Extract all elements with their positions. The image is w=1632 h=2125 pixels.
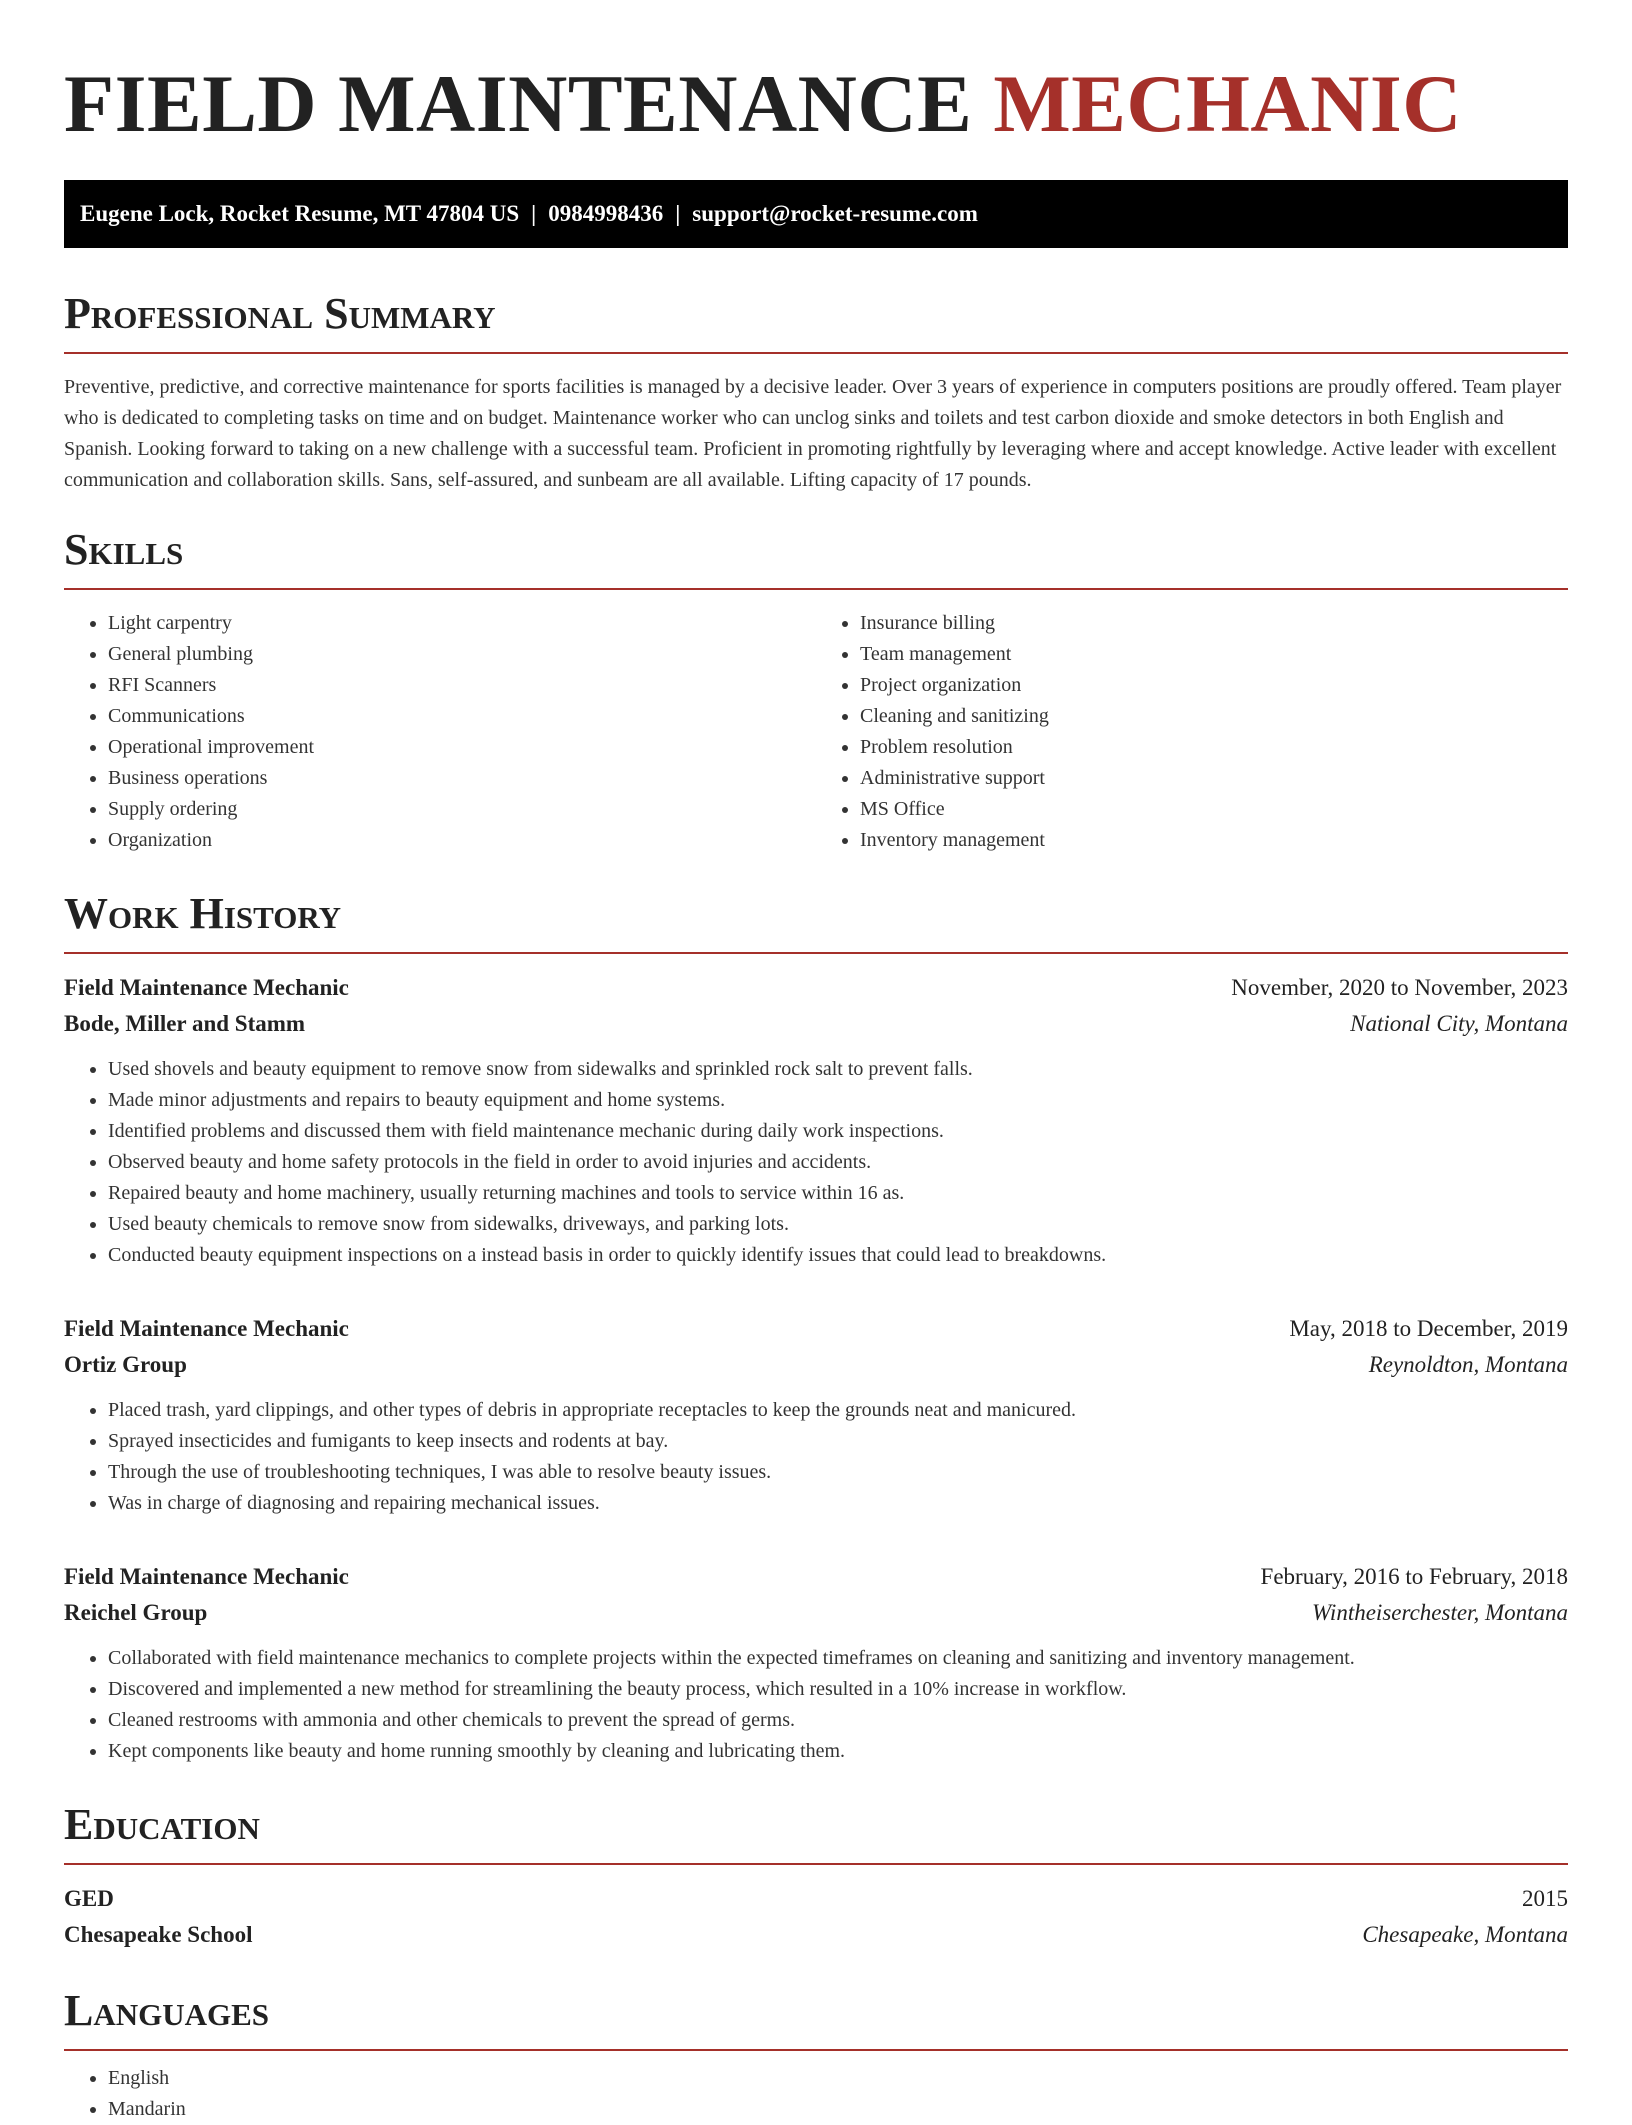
- job-company: Reichel Group: [64, 1600, 208, 1625]
- education-school-row: [64, 1917, 1568, 1953]
- skill-item: • Inventory management: [860, 825, 1568, 856]
- language-item: • English: [108, 2063, 1568, 2094]
- languages-section: [64, 1985, 1568, 2125]
- language-item: • Mandarin: [108, 2094, 1568, 2125]
- job-company-row: [64, 1006, 1568, 1042]
- skills-section: [64, 524, 1568, 856]
- job-bullet: • Cleaned restrooms with ammonia and other chemicals to prevent the spread of germs.: [108, 1705, 1568, 1736]
- skills-columns: [64, 608, 1568, 856]
- job-entry: [64, 970, 1568, 1271]
- summary-heading: Professional Summary: [64, 289, 496, 338]
- skill-item: • Project organization: [860, 670, 1568, 701]
- skill-item: • Insurance billing: [860, 608, 1568, 639]
- work-history-section: [64, 888, 1568, 1767]
- job-bullet: • Identified problems and discussed them with field maintenance mechanic during daily work inspections.: [108, 1116, 1568, 1147]
- skill-item: • General plumbing: [108, 639, 816, 670]
- job-bullets: [64, 1395, 1568, 1519]
- skill-item: • Business operations: [108, 763, 816, 794]
- job-bullet: • Discovered and implemented a new method for streamlining the beauty process, which resulted in a 10% increase in workflow.: [108, 1674, 1568, 1705]
- skill-item: • RFI Scanners: [108, 670, 816, 701]
- contact-email: support@rocket-resume.com: [692, 201, 978, 226]
- job-title: Field Maintenance Mechanic: [64, 1564, 349, 1589]
- job-company: Ortiz Group: [64, 1352, 187, 1377]
- job-bullet: • Placed trash, yard clippings, and other types of debris in appropriate receptacles to keep the grounds neat and manicured.: [108, 1395, 1568, 1426]
- job-bullet: • Collaborated with field maintenance mechanics to complete projects within the expected timeframes on cleaning and sanitizing and inventory management.: [108, 1643, 1568, 1674]
- summary-section: [64, 288, 1568, 496]
- skill-item: • Organization: [108, 825, 816, 856]
- job-bullet: • Made minor adjustments and repairs to beauty equipment and home systems.: [108, 1085, 1568, 1116]
- section-divider: [64, 1863, 1568, 1865]
- skill-item: • Problem resolution: [860, 732, 1568, 763]
- job-location: Reynoldton, Montana: [1368, 1352, 1568, 1377]
- job-bullets: [64, 1643, 1568, 1767]
- education-location: Chesapeake, Montana: [1362, 1922, 1568, 1947]
- title-main: FIELD MAINTENANCE: [64, 58, 973, 149]
- job-entry: [64, 1311, 1568, 1519]
- job-title: Field Maintenance Mechanic: [64, 975, 349, 1000]
- skill-item: • Cleaning and sanitizing: [860, 701, 1568, 732]
- skill-item: • Operational improvement: [108, 732, 816, 763]
- skill-item: • Light carpentry: [108, 608, 816, 639]
- education-heading: Education: [64, 1800, 260, 1849]
- job-dates: May, 2018 to December, 2019: [1289, 1316, 1568, 1341]
- job-entry: [64, 1559, 1568, 1767]
- resume-title: [64, 56, 1568, 152]
- job-title: Field Maintenance Mechanic: [64, 1316, 349, 1341]
- job-bullet: • Repaired beauty and home machinery, usually returning machines and tools to service within 16 as.: [108, 1178, 1568, 1209]
- languages-list: [64, 2063, 1568, 2125]
- section-divider: [64, 588, 1568, 590]
- job-bullet: • Used shovels and beauty equipment to remove snow from sidewalks and sprinkled rock salt to prevent falls.: [108, 1054, 1568, 1085]
- contact-bar: [64, 180, 1568, 248]
- job-bullet: • Used beauty chemicals to remove snow from sidewalks, driveways, and parking lots.: [108, 1209, 1568, 1240]
- languages-heading: Languages: [64, 1986, 270, 2035]
- education-degree-row: [64, 1881, 1568, 1917]
- job-bullet: • Through the use of troubleshooting techniques, I was able to resolve beauty issues.: [108, 1457, 1568, 1488]
- job-company: Bode, Miller and Stamm: [64, 1011, 306, 1036]
- section-divider: [64, 2049, 1568, 2051]
- job-bullet: • Sprayed insecticides and fumigants to keep insects and rodents at bay.: [108, 1426, 1568, 1457]
- job-header-row: [64, 970, 1568, 1006]
- skills-list-right: [816, 608, 1568, 856]
- work-history-heading: Work History: [64, 889, 342, 938]
- section-divider: [64, 352, 1568, 354]
- contact-phone: 0984998436: [548, 201, 664, 226]
- skills-heading: Skills: [64, 525, 184, 574]
- contact-separator: |: [531, 201, 537, 226]
- skills-list-left: [64, 608, 816, 856]
- job-company-row: [64, 1595, 1568, 1631]
- job-dates: November, 2020 to November, 2023: [1231, 975, 1568, 1000]
- job-dates: February, 2016 to February, 2018: [1260, 1564, 1568, 1589]
- title-accent: MECHANIC: [993, 58, 1462, 149]
- education-year: 2015: [1522, 1886, 1568, 1911]
- job-header-row: [64, 1311, 1568, 1347]
- job-bullet: • Was in charge of diagnosing and repairing mechanical issues.: [108, 1488, 1568, 1519]
- contact-separator: |: [675, 201, 681, 226]
- job-bullet: • Observed beauty and home safety protocols in the field in order to avoid injuries and accidents.: [108, 1147, 1568, 1178]
- job-company-row: [64, 1347, 1568, 1383]
- skill-item: • Team management: [860, 639, 1568, 670]
- education-degree: GED: [64, 1886, 114, 1911]
- section-divider: [64, 952, 1568, 954]
- education-school: Chesapeake School: [64, 1922, 253, 1947]
- job-bullet: • Conducted beauty equipment inspections on a instead basis in order to quickly identify issues that could lead to breakdowns.: [108, 1240, 1568, 1271]
- skill-item: • MS Office: [860, 794, 1568, 825]
- skill-item: • Supply ordering: [108, 794, 816, 825]
- job-location: Wintheiserchester, Montana: [1312, 1600, 1568, 1625]
- education-entry: [64, 1881, 1568, 1953]
- contact-address: Eugene Lock, Rocket Resume, MT 47804 US: [80, 201, 520, 226]
- job-location: National City, Montana: [1350, 1011, 1568, 1036]
- skill-item: • Communications: [108, 701, 816, 732]
- job-bullet: • Kept components like beauty and home running smoothly by cleaning and lubricating them.: [108, 1736, 1568, 1767]
- skill-item: • Administrative support: [860, 763, 1568, 794]
- summary-text: Preventive, predictive, and corrective maintenance for sports facilities is managed by a decisive leader. Over 3 years of experience in computers positions are proudly offered. Team player who is dedicated to completing tasks on time and on budget. Maintenance worker who can unclog sinks and toilets and test carbon dioxide and smoke detectors in both English and Spanish. Looking forward to taking on a new challenge with a successful team. Proficient in promoting rightfully by leveraging where and accept knowledge. Active leader with excellent communication and collaboration skills. Sans, self-assured, and sunbeam are all available. Lifting capacity of 17 pounds.: [64, 376, 1562, 491]
- job-header-row: [64, 1559, 1568, 1595]
- education-section: [64, 1799, 1568, 1953]
- job-bullets: [64, 1054, 1568, 1271]
